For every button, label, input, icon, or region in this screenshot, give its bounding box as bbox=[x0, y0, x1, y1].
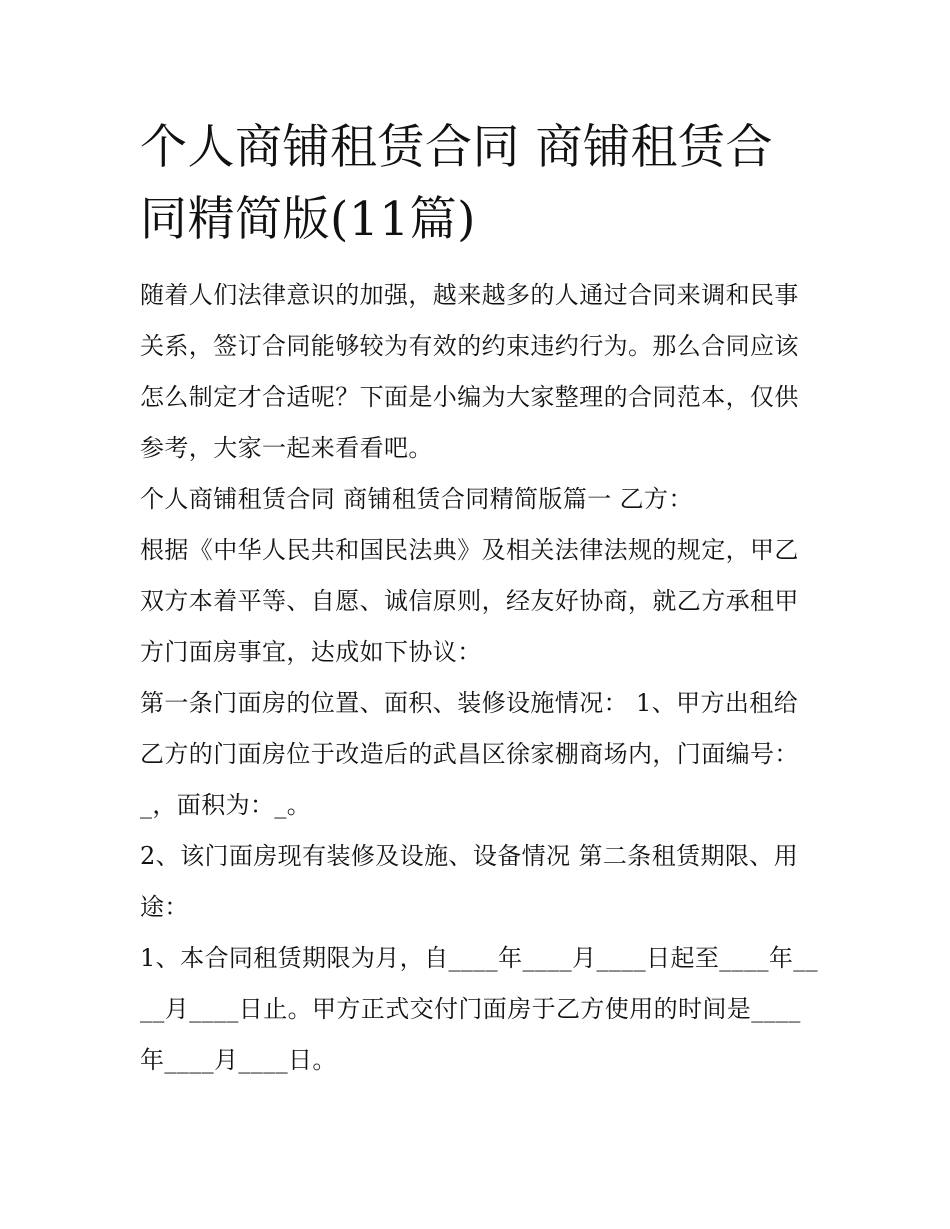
document-title: 个人商铺租赁合同 商铺租赁合同精简版(11篇) bbox=[140, 120, 773, 247]
paragraph-intro: 随着人们法律意识的加强，越来越多的人通过合同来调和民事关系，签订合同能够较为有效的约束违约行为。那么合同应该怎么制定才合适呢？下面是小编为大家整理的合同范本，仅供参考，大家一起来看看吧。 bbox=[140, 281, 799, 462]
paragraph-article-two: 2、该门面房现有装修及设施、设备情况 第二条租赁期限、用途： bbox=[140, 842, 799, 921]
paragraph-lease-term: 1、本合同租赁期限为月，自____年____月____日起至____年____月____日止。甲方正式交付门面房于乙方使用的时间是____年____月____日。 bbox=[140, 944, 819, 1074]
paragraph-legal-basis: 根据《中华人民共和国民法典》及相关法律法规的规定，甲乙双方本着平等、自愿、诚信原则，经友好协商，就乙方承租甲方门面房事宜，达成如下协议： bbox=[140, 536, 799, 666]
paragraph-section-heading: 个人商铺租赁合同 商铺租赁合同精简版篇一 乙方： bbox=[140, 485, 693, 513]
document-page bbox=[140, 112, 820, 1086]
paragraph-article-one: 第一条门面房的位置、面积、装修设施情况： 1、甲方出租给乙方的门面房位于改造后的武昌区徐家棚商场内，门面编号：_，面积为：_。 bbox=[140, 689, 799, 819]
